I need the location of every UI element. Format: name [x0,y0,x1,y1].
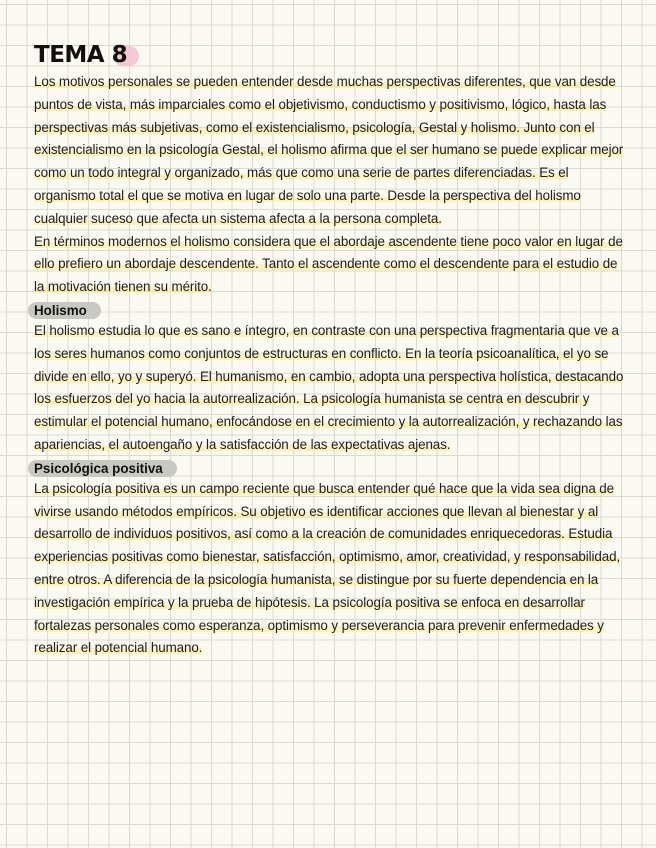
intro-paragraph-2-text: En términos modernos el holismo considera que el abordaje ascendente tiene poco valor en lugar de ello prefiero un abordaje descendente. Tanto el ascendente como el descendente para el estudio de la motivación tienen su mérito. [34,233,623,295]
section-paragraph-holismo-text: El holismo estudia lo que es sano e íntegro, en contraste con una perspectiva fragmentaria que ve a los seres humanos como conjuntos de estructuras en conflicto. En la teoría psicoanalítica, el yo se divide en ello, yo y superyó. El humanismo, en cambio, adopta una perspectiva holística, destacando los esfuerzos del yo hacia la autorrealización. La psicología humanista se centra en descubrir y estimular el potencial humano, enfocándose en el crecimiento y la autorrealización, y rechazando las apariencias, el autoengaño y la satisfacción de las expectativas ajenas. [34,322,624,452]
section-heading-holismo: Holismo [28,302,101,319]
notes-page [34,40,626,660]
section-heading-psicologia-positiva: Psicológica positiva [28,460,177,477]
intro-paragraph-1 [34,71,626,231]
section-paragraph-psicologia-positiva-text: La psicología positiva es un campo reciente que busca entender qué hace que la vida sea digna de vivirse usando métodos empíricos. Su objetivo es identificar acciones que llevan al bienestar y al desarrollo de individuos positivos, así como a la creación de comunidades enriquecedoras. Estudia experiencias positivas como bienestar, satisfacción, optimismo, amor, creatividad, y responsabilidad, entre otros. A diferencia de la psicología humanista, se distingue por su fuerte dependencia en la investigación empírica y la prueba de hipótesis. La psicología positiva se enfoca en desarrollar fortalezas personales como esperanza, optimismo y perseverancia para prevenir enfermedades y realizar el potencial humano. [34,480,621,656]
intro-paragraph-1-text: Los motivos personales se pueden entender desde muchas perspectivas diferentes, que van desde puntos de vista, más imparciales como el objetivismo, conductismo y positivismo, lógico, hasta las perspectivas más subjetivas, como el existencialismo, psicología, Gestal y holismo. Junto con el existencialismo en la psicología Gestal, el holismo afirma que el ser humano se puede explicar mejor como un todo integral y organizado, más que como una serie de partes diferenciadas. Es el organismo total el que se motiva en lugar de solo una parte. Desde la perspectiva del holismo cualquier suceso que afecta un sistema afecta a la persona completa. [34,74,624,226]
intro-paragraph-2 [34,231,626,299]
title-text: TEMA 8 [34,42,128,68]
section-paragraph-holismo [34,320,626,457]
page-title [34,40,127,70]
section-paragraph-psicologia-positiva [34,478,626,660]
